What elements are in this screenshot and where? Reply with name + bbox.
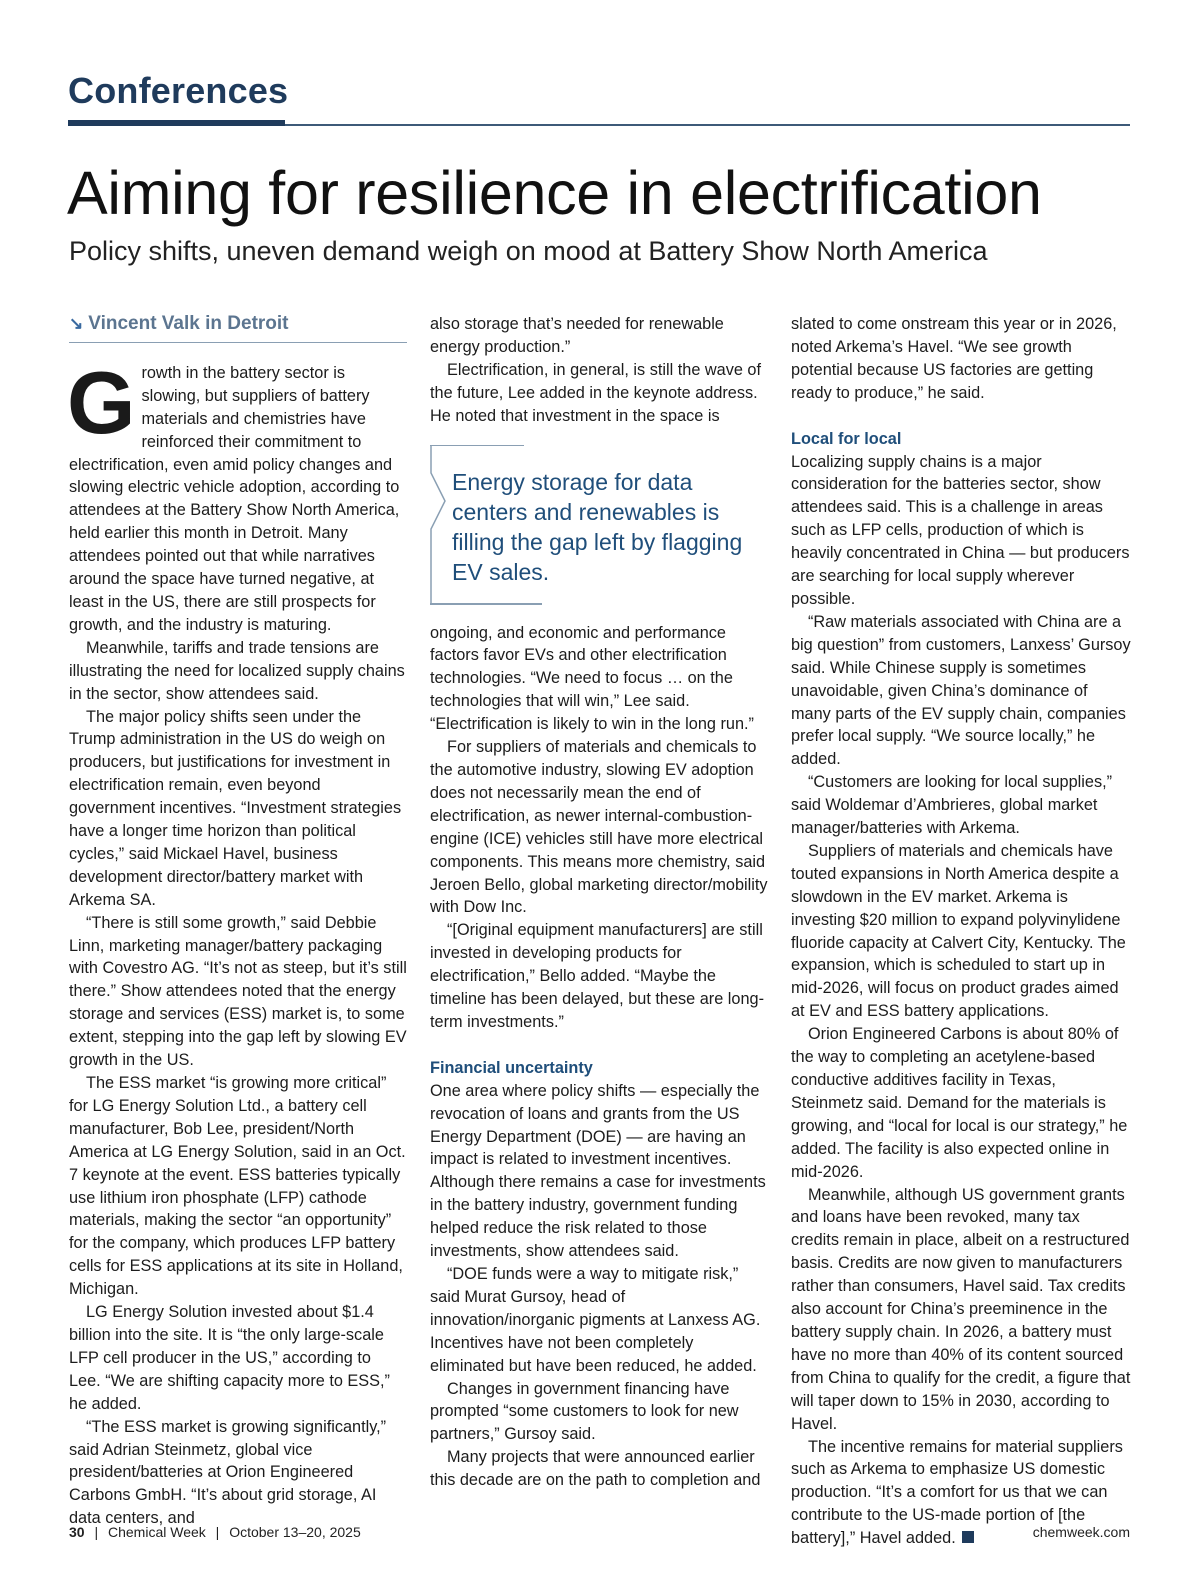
article-column-2 [430,313,770,1492]
body-paragraph: “[Original equipment manufacturers] are still invested in developing products for electrification,” Bello added. “Maybe the timeline has been delayed, but these are long-term investments.” [430,921,764,1031]
publication-name: Chemical Week [108,1524,206,1540]
page-footer [69,1524,361,1540]
pull-quote-text: Energy storage for data centers and renewables is filling the gap left by flagging EV sales. [452,468,743,585]
lead-paragraph: Growth in the battery sector is slowing, but suppliers of battery materials and chemistries have reinforced their commitment to electrification, even amid policy changes and slowing electric vehicle adoption, according to attendees at the Battery Show North America, held earlier this month in Detroit. Many attendees pointed out that while narratives around the space have turned negative, at least in the US, there are still prospects for growth, and the industry is maturing. [67,352,400,634]
issue-date: October 13–20, 2025 [229,1524,361,1540]
body-paragraph: “The ESS market is growing significantly,” said Adrian Steinmetz, global vice president/batteries at Orion Engineered Carbons GmbH. “It’s about grid storage, AI data centers, and [69,1417,387,1528]
body-paragraph: Meanwhile, tariffs and trade tensions are illustrating the need for localized supply chains in the sector, show attendees said. [69,638,405,703]
dek-subtitle: Policy shifts, uneven demand weigh on mood at Battery Show North America [69,236,988,266]
body-paragraph: The incentive remains for material suppliers such as Arkema to emphasize US domestic production. “It’s a comfort for us that we can contribute to the US-made portion of [the battery],” Havel added. [791,1437,1123,1548]
body-paragraph: Electrification, in general, is still the wave of the future, Lee added in the keynote address. He noted that investment in the space is [430,360,762,425]
arrow-down-right-icon: ↘ [69,314,84,333]
article-column-3 [791,313,1131,1550]
body-paragraph: Orion Engineered Carbons is about 80% of the way to completing an acetylene-based conductive additives facility in Texas, Steinmetz said. Demand for the materials is growing, and “local for local is our strategy,” he added. The facility is also expected online in mid-2026. [791,1025,1128,1181]
body-paragraph: Many projects that were announced earlier this decade are on the path to completion and [430,1448,761,1490]
page-number: 30 [69,1524,85,1540]
body-paragraph: “Customers are looking for local supplies,” said Woldemar d’Ambrieres, global market manager/batteries with Arkema. [791,773,1113,838]
body-paragraph: Localizing supply chains is a major consideration for the batteries sector, show attendees said. This is a challenge in areas such as LFP cells, production of which is heavily concentrated in China — but producers are searching for local supply wherever possible. [791,452,1130,608]
subhead-financial-uncertainty: Financial uncertainty [430,1058,593,1077]
footer-separator: | [94,1524,99,1540]
body-paragraph: slated to come onstream this year or in 2026, noted Arkema’s Havel. “We see growth potential because US factories are getting ready to produce,” he said. [791,315,1117,402]
section-rule-accent [68,120,285,126]
footer-separator: | [215,1524,220,1540]
body-paragraph: “DOE funds were a way to mitigate risk,” said Murat Gursoy, head of innovation/inorganic pigments at Lanxess AG. Incentives have not been completely eliminated but have been reduced, he added. [430,1265,761,1375]
body-paragraph: ongoing, and economic and performance factors favor EVs and other electrification technologies. “We need to focus … on the technologies that will win,” Lee said. “Electrification is likely to win in the long run.” [430,623,754,734]
drop-cap: G [67,352,136,452]
body-paragraph: The major policy shifts seen under the Trump administration in the US do weigh on producers, but justifications for investment in electrification remain, even beyond government incentives. “Investment strategies have a longer time horizon than political cycles,” said Mickael Havel, business development director/battery market with Arkema SA. [69,707,402,909]
body-paragraph: The ESS market “is growing more critical” for LG Energy Solution Ltd., a battery cell manufacturer, Bob Lee, president/North America at LG Energy Solution, said in an Oct. 7 keynote at the event. ESS batteries typically use lithium iron phosphate (LFP) cathode materials, making the sector “an opportunity” for the company, which produces LFP battery cells for ESS applications at its site in Holland, Michigan. [69,1074,406,1299]
body-paragraph: For suppliers of materials and chemicals to the automotive industry, slowing EV adoption does not necessarily mean the end of electrification, as newer internal-combustion-engine (ICE) vehicles still have more electrical components. This means more chemistry, said Jeroen Bello, global marketing director/mobility with Dow Inc. [430,738,768,917]
byline [69,313,407,343]
body-paragraph: also storage that’s needed for renewable energy production.” [430,315,724,356]
body-paragraph: Suppliers of materials and chemicals have touted expansions in North America despite a slowdown in the EV market. Arkema is investing $20 million to expand polyvinylidene fluoride capacity at Calvert City, Kentucky. The expansion, which is scheduled to start up in mid-2026, will focus on product grades aimed at EV and ESS battery applications. [791,841,1126,1021]
body-paragraph: “There is still some growth,” said Debbie Linn, marketing manager/battery packaging with Covestro AG. “It’s not as steep, but it’s still there.” Show attendees noted that the energy storage and services (ESS) market is, to some extent, stepping into the gap left by slowing EV growth in the US. [69,913,407,1070]
body-paragraph: Changes in government financing have prompted “some customers to look for new partners,” Gursoy said. [430,1379,739,1444]
article-column-1 [69,313,407,1530]
byline-author: Vincent Valk in Detroit [88,313,289,334]
body-paragraph: One area where policy shifts — especially the revocation of loans and grants from the US Energy Department (DOE) — are having an impact is related to investment incentives. Although there remains a case for investments in the battery industry, government funding helped reduce the risk related to those investments, show attendees said. [430,1081,766,1261]
section-label: Conferences [68,70,289,111]
pull-quote [430,445,770,605]
website-link[interactable]: chemweek.com [1032,1524,1130,1540]
headline: Aiming for resilience in electrification [67,159,1042,227]
body-paragraph: Meanwhile, although US government grants and loans have been revoked, many tax credits remain in place, albeit on a restructured basis. Credits are now given to manufacturers rather than consumers, Havel said. Tax credits also account for China’s preeminence in the battery supply chain. In 2026, a battery must have no more than 40% of its content sourced from China to qualify for the credit, a figure that will taper down to 15% in 2030, according to Havel. [791,1185,1131,1433]
pull-quote-rule-bottom [430,603,542,605]
body-paragraph: LG Energy Solution invested about $1.4 billion into the site. It is “the only large-scale LFP cell producer in the US,” according to Lee. “We are shifting capacity more to ESS,” he added. [69,1303,390,1413]
end-mark-icon [962,1531,974,1543]
body-paragraph: “Raw materials associated with China are a big question” from customers, Lanxess’ Gursoy said. While Chinese supply is sometimes unavoidable, given China’s dominance of many parts of the EV supply chain, companies prefer local supply. “We source locally,” he added. [791,612,1131,769]
pull-quote-chevron [430,445,454,605]
subhead-local-for-local: Local for local [791,429,902,448]
